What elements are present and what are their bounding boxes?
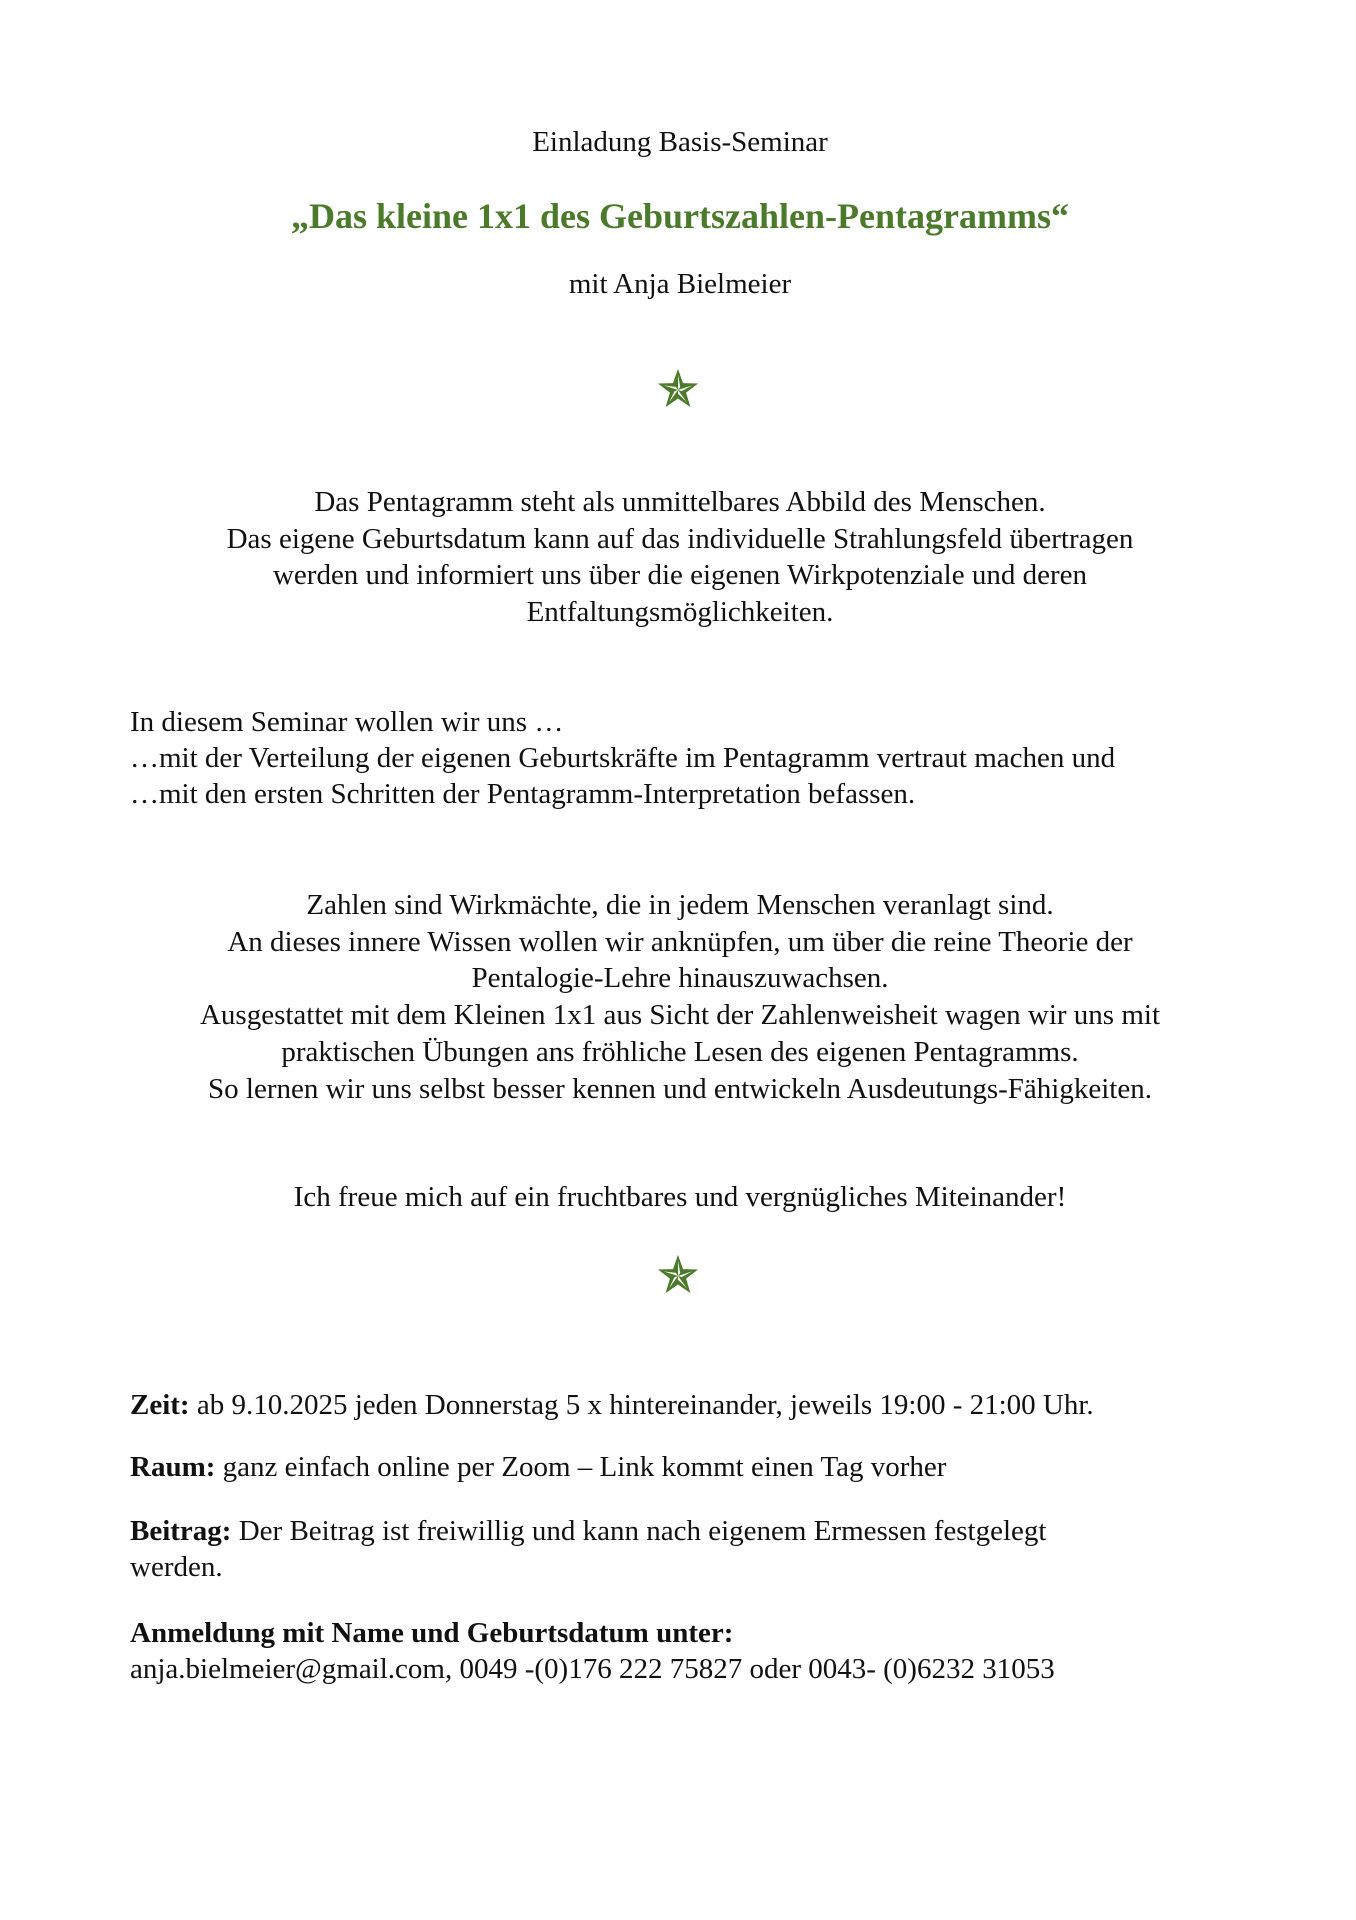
host-line xyxy=(130,266,1230,303)
detail-beitrag xyxy=(130,1513,1230,1585)
body-line: Zahlen sind Wirkmächte, die in jedem Menschen veranlagt sind. xyxy=(306,889,1054,921)
intro-line: Entfaltungsmöglichkeiten. xyxy=(526,596,834,629)
body-line: Pentalogie-Lehre hinauszuwachsen. xyxy=(471,962,889,995)
detail-anmeldung xyxy=(130,1615,1230,1687)
goals-paragraph xyxy=(130,704,1230,812)
beitrag-value-cont: werden. xyxy=(130,1551,223,1583)
anmeldung-label: Anmeldung mit Name und Geburtsdatum unter: xyxy=(130,1617,734,1649)
kicker-text: Einladung Basis-Seminar xyxy=(532,126,828,158)
goals-line: In diesem Seminar wollen wir uns … xyxy=(130,706,564,738)
body-line: praktischen Übungen ans fröhliche Lesen des eigenen Pentagramms. xyxy=(281,1035,1079,1068)
closing-text: Ich freue mich auf ein fruchtbares und vergnügliches Miteinander! xyxy=(293,1181,1067,1213)
body-line: An dieses innere Wissen wollen wir anknüpfen, um über die reine Theorie der xyxy=(227,925,1133,958)
zeit-row xyxy=(130,1387,1230,1424)
nautical-star-icon xyxy=(656,1254,700,1298)
raum-label: Raum: xyxy=(130,1451,216,1483)
page-title xyxy=(130,194,1230,238)
raum-value: ganz einfach online per Zoom – Link kommt einen Tag vorher xyxy=(215,1451,947,1483)
contact-info[interactable]: anja.bielmeier@gmail.com, 0049 -(0)176 222 75827 oder 0043- (0)6232 31053 xyxy=(130,1653,1055,1685)
title-text: „Das kleine 1x1 des Geburtszahlen-Pentagramms“ xyxy=(291,196,1069,236)
raum-row xyxy=(130,1449,1230,1486)
detail-zeit xyxy=(130,1387,1230,1424)
goals-line: …mit den ersten Schritten der Pentagramm-Interpretation befassen. xyxy=(130,778,916,810)
body-line: So lernen wir uns selbst besser kennen und entwickeln Ausdeutungs-Fähigkeiten. xyxy=(208,1072,1152,1105)
body-line: Ausgestattet mit dem Kleinen 1x1 aus Sicht der Zahlenweisheit wagen wir uns mit xyxy=(199,999,1161,1032)
closing-line xyxy=(130,1179,1230,1216)
intro-paragraph xyxy=(130,484,1230,631)
star-divider-bottom xyxy=(656,1254,700,1298)
nautical-star-icon xyxy=(656,368,700,412)
zeit-value: ab 9.10.2025 jeden Donnerstag 5 x hintereinander, jeweils 19:00 - 21:00 Uhr. xyxy=(189,1389,1094,1421)
goals-line: …mit der Verteilung der eigenen Geburtskräfte im Pentagramm vertraut machen und xyxy=(130,742,1116,774)
host-text: mit Anja Bielmeier xyxy=(568,268,792,300)
star-divider-top xyxy=(656,368,700,412)
beitrag-row xyxy=(130,1513,1230,1549)
invitation-kicker xyxy=(130,124,1230,161)
intro-line: Das Pentagramm steht als unmittelbares Abbild des Menschen. xyxy=(314,486,1046,518)
intro-line: werden und informiert uns über die eigenen Wirkpotenziale und deren xyxy=(272,559,1088,592)
intro-line: Das eigene Geburtsdatum kann auf das individuelle Strahlungsfeld übertragen xyxy=(226,522,1134,555)
beitrag-value: Der Beitrag ist freiwillig und kann nach eigenem Ermessen festgelegt xyxy=(231,1515,1047,1547)
detail-raum xyxy=(130,1449,1230,1486)
zeit-label: Zeit: xyxy=(130,1389,190,1421)
body-paragraph xyxy=(130,887,1230,1107)
beitrag-label: Beitrag: xyxy=(130,1515,232,1547)
